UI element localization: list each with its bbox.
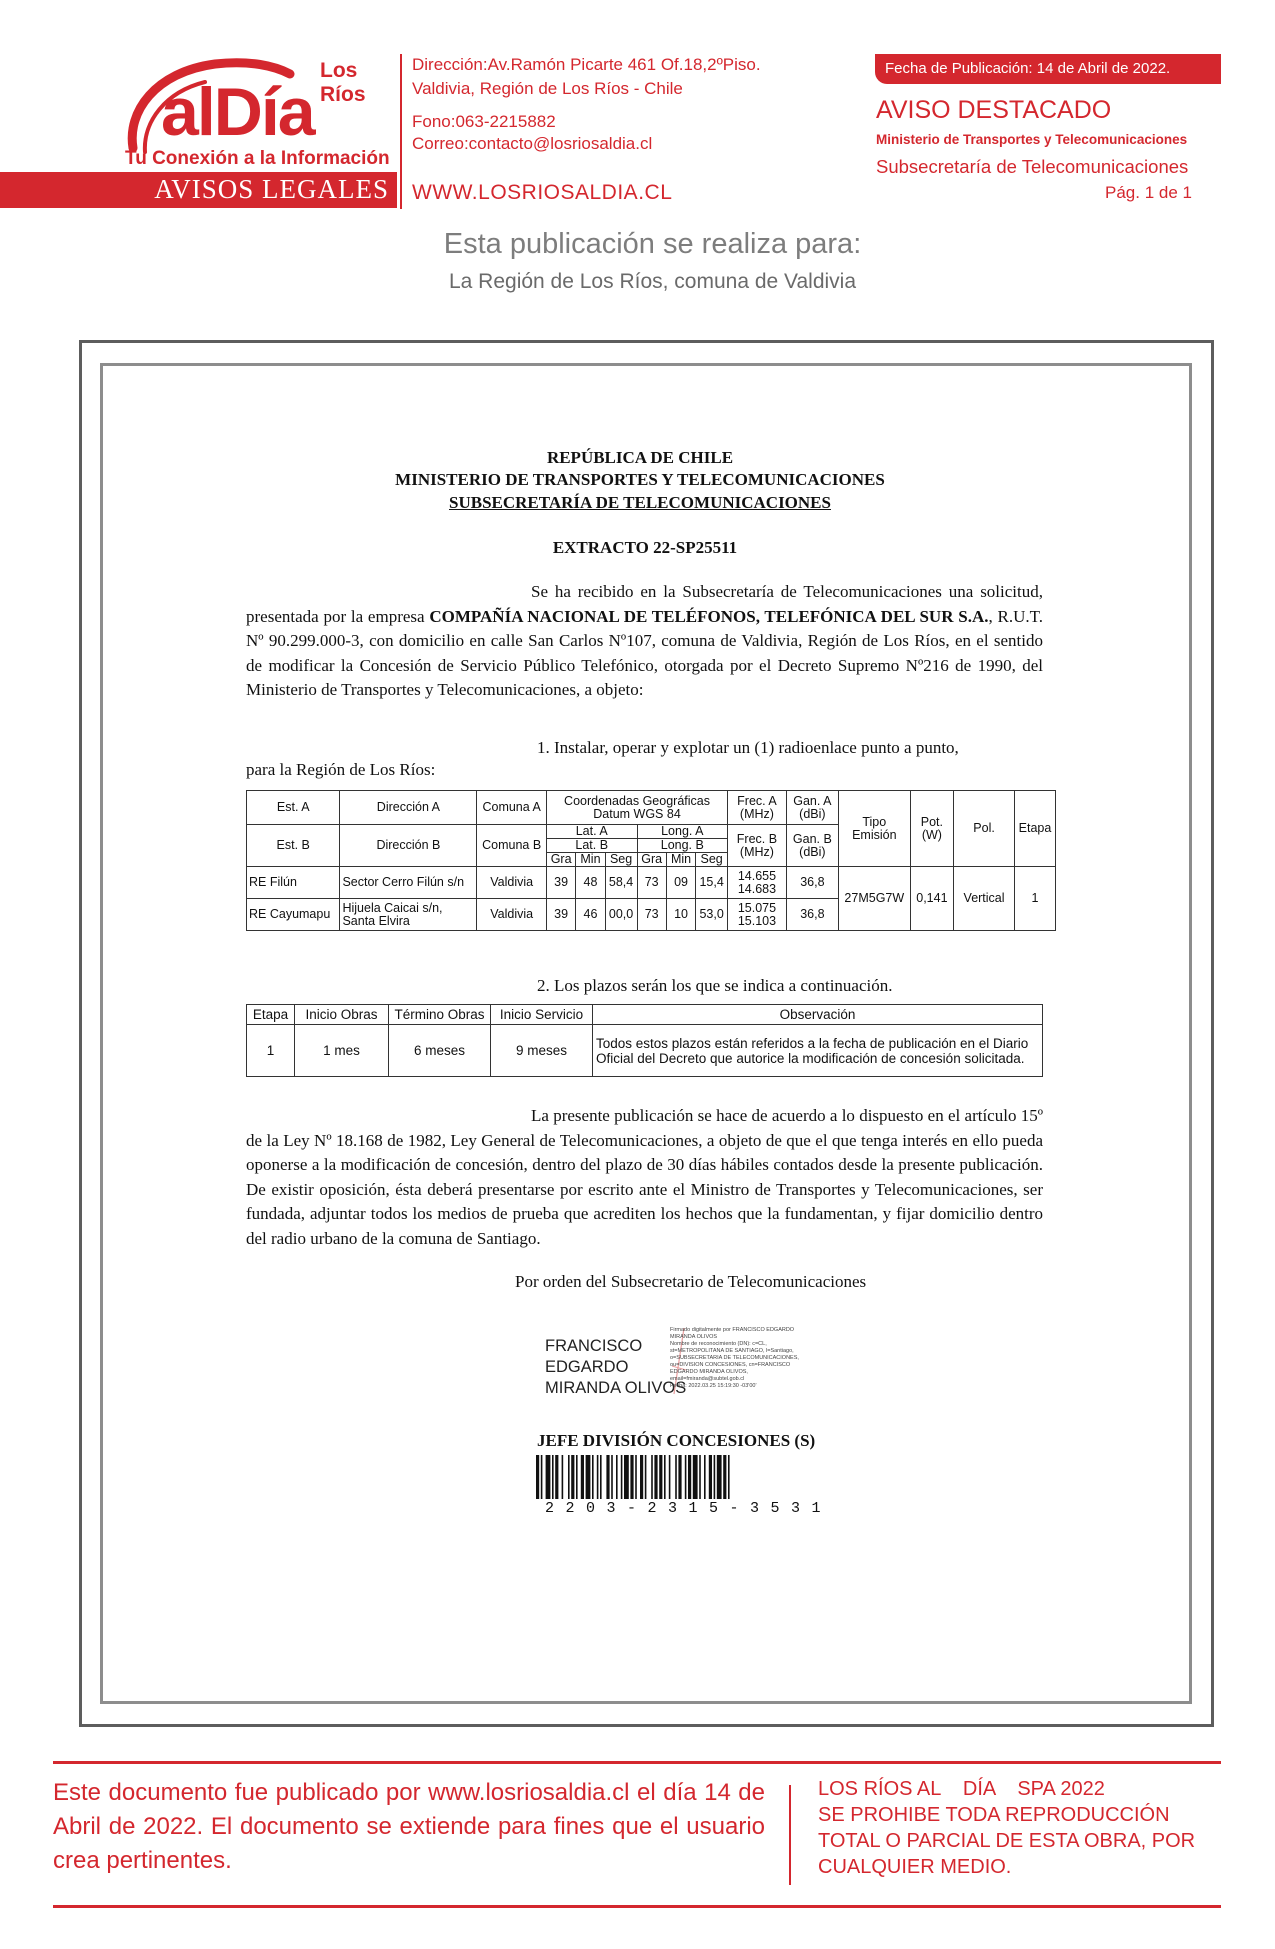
th-pol: Pol. bbox=[954, 791, 1015, 867]
barcode-bar bbox=[678, 1455, 681, 1499]
logo-tagline: Tu Conexión a la Información bbox=[125, 148, 390, 169]
th-comuna-b: Comuna B bbox=[477, 825, 547, 867]
cell-inicio-obras: 1 mes bbox=[295, 1025, 389, 1077]
th-inicio-servicio: Inicio Servicio bbox=[491, 1005, 593, 1025]
doc-heading-republic: REPÚBLICA DE CHILE bbox=[546, 448, 734, 467]
logo-brand-top: Los Ríos bbox=[320, 59, 366, 106]
barcode-bar bbox=[581, 1455, 584, 1499]
intro-text-2: , R.U.T. Nº 90.299.000-3, con domicilio en calle San Carlos Nº107, comuna de Valdivia, Región de Los Ríos, en el sentido de modificar la Concesión de Servicio Público Telefónico, otorgada por el Decreto Supremo Nº216 de 1990, del Ministerio de Transportes y Telecomunicaciones, a objeto: bbox=[246, 606, 1043, 699]
doc-extract-number: EXTRACTO 22-SP25511 bbox=[552, 538, 738, 557]
barcode-bar bbox=[635, 1455, 637, 1499]
intro-paragraph bbox=[246, 580, 1043, 703]
barcode-bar bbox=[611, 1455, 613, 1499]
cell-etapa: 1 bbox=[1014, 867, 1055, 931]
th-seg: Seg bbox=[605, 853, 637, 867]
barcode-bar bbox=[586, 1455, 591, 1499]
th-frec-a: Frec. A (MHz) bbox=[728, 791, 787, 825]
cell-long-seg: 15,4 bbox=[696, 867, 728, 899]
website-link[interactable]: WWW.LOSRIOSALDIA.CL bbox=[412, 181, 673, 204]
barcode-bar bbox=[616, 1455, 618, 1499]
signer-name-3: MIRANDA OLIVOS bbox=[545, 1379, 687, 1397]
footer-disclaimer: Este documento fue publicado por www.losriosaldia.cl el día 14 de Abril de 2022. El documento se extiende para fines que el usuario crea pertinentes. bbox=[53, 1779, 765, 1874]
signer-name bbox=[545, 1336, 686, 1399]
cell-gan: 36,8 bbox=[786, 867, 838, 899]
barcode-bar bbox=[600, 1455, 602, 1499]
cell-tipo: 27M5G7W bbox=[838, 867, 910, 931]
cell-etapa: 1 bbox=[247, 1025, 295, 1077]
cell-comuna: Valdivia bbox=[477, 899, 547, 931]
order-line: Por orden del Subsecretario de Telecomunicaciones bbox=[515, 1272, 867, 1291]
footer-divider bbox=[789, 1785, 791, 1885]
barcode-bar bbox=[621, 1455, 623, 1499]
barcode-bar bbox=[552, 1455, 554, 1499]
th-long-a: Long. A bbox=[637, 825, 728, 839]
barcode-bar bbox=[685, 1455, 687, 1499]
cell-frec: 14.655 14.683 bbox=[728, 867, 787, 899]
cell-pot: 0,141 bbox=[910, 867, 953, 931]
cell-lat-gra: 39 bbox=[546, 867, 575, 899]
brand-logo bbox=[125, 52, 397, 208]
th-dir-a: Dirección A bbox=[340, 791, 477, 825]
cell-termino-obras: 6 meses bbox=[389, 1025, 491, 1077]
cell-dir: Hijuela Caicai s/n, Santa Elvira bbox=[340, 899, 477, 931]
th-observacion: Observación bbox=[593, 1005, 1043, 1025]
th-etapa: Etapa bbox=[247, 1005, 295, 1025]
barcode-bar bbox=[571, 1455, 574, 1499]
cell-lat-min: 48 bbox=[576, 867, 605, 899]
cell-long-gra: 73 bbox=[637, 867, 666, 899]
cell-est: RE Filún bbox=[247, 867, 340, 899]
signer-name-1: FRANCISCO bbox=[545, 1337, 643, 1355]
barcode-bar bbox=[728, 1455, 730, 1499]
th-comuna-a: Comuna A bbox=[477, 791, 547, 825]
cell-lat-seg: 58,4 bbox=[605, 867, 637, 899]
barcode-bar bbox=[693, 1455, 698, 1499]
sig-line: Firmado digitalmente por FRANCISCO EDGARDO bbox=[670, 1327, 795, 1333]
th-long-b: Long. B bbox=[637, 839, 728, 853]
th-termino-obras: Término Obras bbox=[389, 1005, 491, 1025]
cell-lat-seg: 00,0 bbox=[605, 899, 637, 931]
barcode-bar bbox=[717, 1455, 722, 1499]
sig-line: EDGARDO MIRANDA OLIVOS, bbox=[670, 1369, 748, 1375]
cell-pol: Vertical bbox=[954, 867, 1015, 931]
th-min: Min bbox=[666, 853, 695, 867]
doc-heading-ministry: MINISTERIO DE TRANSPORTES Y TELECOMUNICACIONES bbox=[395, 470, 885, 489]
sig-line: email=fmiranda@subtel.gob.cl bbox=[670, 1376, 745, 1382]
deadlines-table bbox=[246, 1004, 1043, 1077]
footer-bottom-rule bbox=[53, 1905, 1221, 1908]
footer-top-rule bbox=[53, 1761, 1221, 1764]
table-row bbox=[247, 1025, 1043, 1077]
cell-observacion: Todos estos plazos están referidos a la fecha de publicación en el Diario Oficial del Decreto que autorice la modificación de concesión solicitada. bbox=[593, 1025, 1043, 1077]
barcode-bar bbox=[704, 1455, 706, 1499]
barcode-bar bbox=[640, 1455, 643, 1499]
barcode-bar bbox=[709, 1455, 712, 1499]
barcode-bar bbox=[645, 1455, 647, 1499]
th-etapa: Etapa bbox=[1014, 791, 1055, 867]
barcode-bar bbox=[541, 1455, 543, 1499]
section-band bbox=[0, 172, 397, 208]
cell-lat-min: 46 bbox=[576, 899, 605, 931]
address-line-2: Valdivia, Región de Los Ríos - Chile bbox=[412, 79, 683, 98]
barcode-bar bbox=[669, 1455, 671, 1499]
barcode-bar bbox=[654, 1455, 657, 1499]
cell-frec: 15.075 15.103 bbox=[728, 899, 787, 931]
barcode-bar bbox=[576, 1455, 578, 1499]
th-frec-b: Frec. B (MHz) bbox=[728, 825, 787, 867]
sig-line: MIRANDA OLIVOS bbox=[670, 1334, 718, 1340]
barcode-bar bbox=[659, 1455, 662, 1499]
publication-region: La Región de Los Ríos, comuna de Valdivia bbox=[448, 270, 857, 293]
closing-paragraph bbox=[246, 1104, 1043, 1251]
barcode-bar bbox=[651, 1455, 653, 1499]
barcode-bar bbox=[688, 1455, 691, 1499]
th-lat-a: Lat. A bbox=[546, 825, 637, 839]
cell-long-seg: 53,0 bbox=[696, 899, 728, 931]
th-pot: Pot. (W) bbox=[910, 791, 953, 867]
barcode-bar bbox=[624, 1455, 629, 1499]
email[interactable]: Correo:contacto@losriosaldia.cl bbox=[412, 134, 653, 153]
radiolink-table bbox=[246, 790, 1056, 931]
barcode-bar bbox=[562, 1455, 564, 1499]
sig-line: st=METROPOLITANA DE SANTIAGO, l=Santiago, bbox=[670, 1348, 794, 1354]
subsecretaria-name: Subsecretaría de Telecomunicaciones bbox=[876, 156, 1189, 177]
cell-est: RE Cayumapu bbox=[247, 899, 340, 931]
th-gan-a: Gan. A (dBi) bbox=[786, 791, 838, 825]
item-2: 2. Los plazos serán los que se indica a continuación. bbox=[537, 976, 893, 995]
cell-lat-gra: 39 bbox=[546, 899, 575, 931]
sig-line: ou=DIVISION CONCESIONES, cn=FRANCISCO bbox=[670, 1362, 791, 1368]
doc-heading-subsecretaria: SUBSECRETARÍA DE TELECOMUNICACIONES bbox=[449, 493, 831, 512]
item-1-cont: para la Región de Los Ríos: bbox=[246, 760, 436, 779]
cell-gan: 36,8 bbox=[786, 899, 838, 931]
barcode-bar bbox=[664, 1455, 666, 1499]
barcode-number: 2203-2315-3531 bbox=[545, 1500, 833, 1517]
barcode-bar bbox=[568, 1455, 570, 1499]
sig-line: Fecha: 2022.03.25 15:19:30 -03'00' bbox=[670, 1383, 757, 1389]
th-gra: Gra bbox=[637, 853, 666, 867]
th-est-a: Est. A bbox=[247, 791, 340, 825]
barcode-bar bbox=[699, 1455, 701, 1499]
cell-long-min: 10 bbox=[666, 899, 695, 931]
header-divider bbox=[400, 54, 402, 209]
cell-comuna: Valdivia bbox=[477, 867, 547, 899]
digital-signature-details bbox=[670, 1327, 825, 1390]
th-coords: Coordenadas Geográficas Datum WGS 84 bbox=[546, 791, 727, 825]
notice-type: AVISO DESTACADO bbox=[876, 96, 1112, 124]
intro-company: COMPAÑÍA NACIONAL DE TELÉFONOS, TELEFÓNICA DEL SUR S.A. bbox=[429, 606, 989, 626]
page-indicator: Pág. 1 de 1 bbox=[1105, 183, 1192, 202]
copyright-line: LOS RÍOS AL DÍA SPA 2022 bbox=[818, 1778, 1105, 1800]
th-min: Min bbox=[576, 853, 605, 867]
copyright-line: TOTAL O PARCIAL DE ESTA OBRA, POR bbox=[818, 1830, 1196, 1852]
th-seg: Seg bbox=[696, 853, 728, 867]
th-dir-b: Dirección B bbox=[340, 825, 477, 867]
th-tipo: Tipo Emisión bbox=[838, 791, 910, 867]
publication-date-badge: Fecha de Publicación: 14 de Abril de 2022. bbox=[875, 54, 1221, 84]
publication-for-label: Esta publicación se realiza para: bbox=[443, 228, 862, 260]
sig-line: Nombre de reconocimiento (DN): c=CL, bbox=[670, 1341, 767, 1347]
ministry-name: Ministerio de Transportes y Telecomunicaciones bbox=[876, 132, 1188, 147]
cell-dir: Sector Cerro Filún s/n bbox=[340, 867, 477, 899]
barcode-bar bbox=[592, 1455, 594, 1499]
cell-long-min: 09 bbox=[666, 867, 695, 899]
table-row bbox=[247, 867, 1056, 899]
address-line-1: Dirección:Av.Ramón Picarte 461 Of.18,2ºPiso. bbox=[412, 55, 761, 74]
th-est-b: Est. B bbox=[247, 825, 340, 867]
barcode-bar bbox=[675, 1455, 677, 1499]
footer-copyright bbox=[818, 1776, 1195, 1880]
barcode-bar bbox=[536, 1455, 539, 1499]
th-lat-b: Lat. B bbox=[546, 839, 637, 853]
cell-inicio-servicio: 9 meses bbox=[491, 1025, 593, 1077]
th-gan-b: Gan. B (dBi) bbox=[786, 825, 838, 867]
barcode-bar bbox=[714, 1455, 716, 1499]
barcode-bar bbox=[597, 1455, 599, 1499]
cell-long-gra: 73 bbox=[637, 899, 666, 931]
logo-brand-main: alDía bbox=[161, 74, 314, 150]
barcode-bar bbox=[630, 1455, 633, 1499]
barcode-bar bbox=[546, 1455, 551, 1499]
barcode-bar bbox=[555, 1455, 558, 1499]
closing-text: La presente publicación se hace de acuerdo a lo dispuesto en el artículo 15º de la Ley Nº 18.168 de 1982, Ley General de Telecomunicaciones, a objeto de que el que tenga interés en ello pueda oponerse a la modificación de concesión, dentro del plazo de 30 días hábiles contados desde la presente publicación. De existir oposición, ésta deberá presentarse por escrito ante el Ministro de Transportes y Telecomunicaciones, ser fundada, adjuntar todos los medios de prueba que acrediten los hechos que la fundamentan, y fijar domicilio dentro del radio urbano de la comuna de Santiago. bbox=[246, 1106, 1043, 1248]
item-1: 1. Instalar, operar y explotar un (1) radioenlace punto a punto, bbox=[537, 738, 959, 757]
copyright-line: CUALQUIER MEDIO. bbox=[818, 1856, 1012, 1878]
signer-title: JEFE DIVISIÓN CONCESIONES (S) bbox=[537, 1431, 816, 1450]
th-inicio-obras: Inicio Obras bbox=[295, 1005, 389, 1025]
phone: Fono:063-2215882 bbox=[412, 112, 556, 131]
copyright-line: SE PROHIBE TODA REPRODUCCIÓN bbox=[818, 1804, 1170, 1826]
signer-name-2: EDGARDO bbox=[545, 1358, 629, 1376]
barcode-bar bbox=[723, 1455, 726, 1499]
section-label: AVISOS LEGALES bbox=[154, 174, 389, 204]
sig-line: o=SUBSECRETARIA DE TELECOMUNICACIONES, bbox=[670, 1355, 799, 1361]
barcode-icon bbox=[536, 1455, 816, 1499]
barcode-bar bbox=[606, 1455, 609, 1499]
th-gra: Gra bbox=[546, 853, 575, 867]
intro-text-1: Se ha recibido en la Subsecretaría de Telecomunicaciones una solicitud, presentada por la empresa bbox=[246, 582, 1043, 626]
